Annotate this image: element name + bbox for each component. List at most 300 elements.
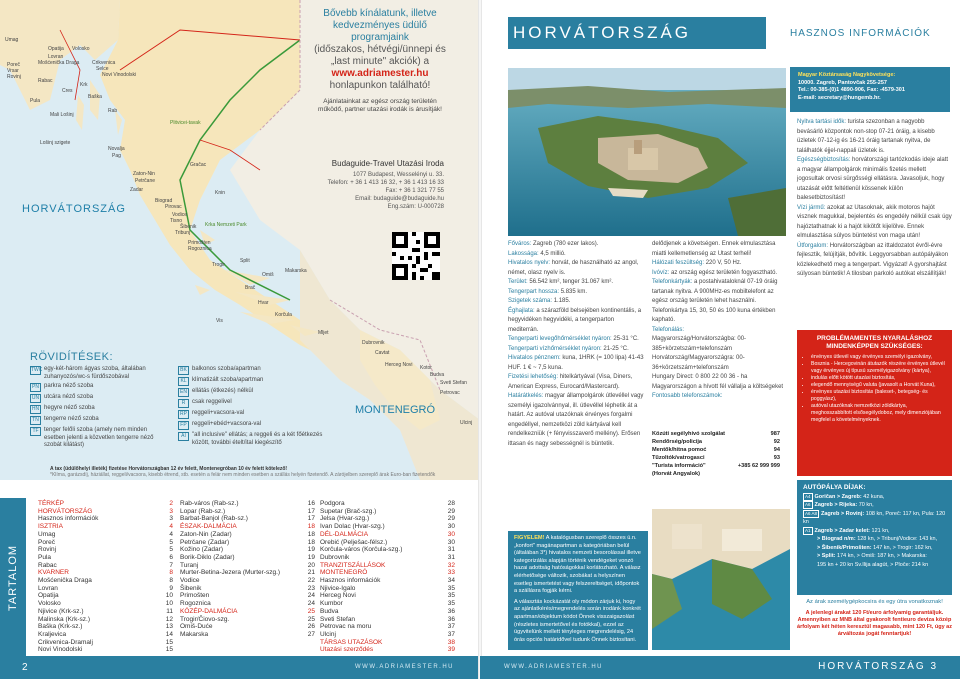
toc-entry[interactable] — [180, 531, 315, 539]
map-place: Hvar — [258, 300, 269, 306]
toc-entry[interactable] — [38, 500, 173, 508]
promo-link[interactable]: www.adriamester.hu — [331, 68, 429, 79]
toc-entry-page: 7 — [169, 561, 173, 569]
requirements-title: PROBLÉMAMENTES NYARALÁSHOZ MINDENKÉPPEN SZÜKSÉGES: — [816, 335, 933, 350]
fact-text: horvát, de használható az angol, német, olasz nyelv is. — [508, 260, 639, 276]
toc-entry[interactable] — [320, 500, 455, 508]
toc-entry[interactable] — [180, 546, 315, 554]
map-place: Umag — [5, 37, 19, 43]
toc-entry[interactable] — [180, 631, 315, 639]
toc-entry-title: Opatija — [38, 592, 59, 600]
fact-item — [652, 392, 788, 402]
map-place: Korčula — [275, 312, 292, 318]
fact-label: Tengerpart hossza: — [508, 288, 560, 295]
toc-entry-page: 29 — [447, 515, 455, 523]
toll-rows — [803, 493, 946, 570]
map-place: Rab — [108, 108, 118, 114]
toc-entry-page: 8 — [169, 569, 173, 577]
toc-entry[interactable] — [180, 577, 315, 585]
toc-entry-title: Trogir/Čiovo-szg. — [180, 615, 230, 623]
figyelem-box — [508, 531, 648, 650]
phone-row — [652, 462, 780, 470]
toc-entry-page: 15 — [165, 646, 173, 654]
toc-entry[interactable] — [320, 616, 455, 624]
abbr-item — [178, 410, 328, 419]
toc-entry-title: Zaton-Nin (Zadar) — [180, 530, 232, 538]
fact-item — [508, 345, 646, 355]
toc-entry-page: 3 — [169, 515, 173, 523]
abbr-text: parkra néző szoba — [44, 383, 94, 389]
toc-column-1 — [38, 500, 173, 654]
toc-entry[interactable] — [180, 523, 315, 531]
fact-text: Horvátország/Magyarországra: 00-36+körzetszám+telefonszám — [652, 355, 745, 371]
toc-entry-title: KÖZÉP-DALMÁCIA — [180, 607, 238, 615]
phone-row — [652, 438, 780, 446]
fact-item — [508, 307, 646, 336]
left-footer — [0, 656, 480, 679]
requirement-item: • Bosznia - Hercegovinán átutazók részére érvényes útlevél vagy érvényes új típusú személyigazolvány (kártya), — [811, 361, 946, 375]
toc-entry[interactable] — [180, 585, 315, 593]
toc-entry[interactable] — [320, 546, 455, 554]
toll-price: 128 kn, > Tribunj/Vodice: 143 kn, — [857, 536, 938, 542]
toc-entry-page: 12 — [165, 615, 173, 623]
toll-row — [803, 552, 946, 561]
map-place: Pula — [30, 98, 41, 104]
abbr-item — [178, 399, 328, 408]
toc-entry-page: 13 — [165, 623, 173, 631]
toc-entry-title: Baška (Krk-sz.) — [38, 623, 83, 631]
fact-text: turista szezonban a nagyobb bevásárló központok non-stop 07-21 óráig, a kisebb üzletek 07-12-ig és 16-21 óráig tartanak nyitva, de találhatók éjjel-nappali üzletek is. — [797, 119, 935, 154]
fact-label: Lakossága: — [508, 250, 539, 257]
toc-entry[interactable] — [320, 585, 455, 593]
toc-entry-title: Herceg Novi — [320, 592, 356, 600]
toc-entry[interactable] — [180, 562, 315, 570]
abbr-list-right — [178, 366, 328, 449]
toc-entry-page: 10 — [165, 600, 173, 608]
toc-entry[interactable] — [320, 515, 455, 523]
toc-entry[interactable] — [320, 539, 455, 547]
fact-item — [652, 326, 788, 336]
toc-entry-title: Crikvenica-Dramalj — [38, 638, 93, 646]
toc-entry-page: 15 — [165, 638, 173, 646]
toc-entry-title: Barbat-Banjol (Rab-sz.) — [180, 515, 248, 523]
map-place: Biograd — [155, 198, 173, 204]
phone-number: 94 — [773, 447, 780, 453]
toc-entry-title: Sveti Stefan — [320, 615, 356, 623]
toc-entry[interactable] — [38, 646, 173, 654]
toc-entry-page: 26 — [307, 623, 315, 631]
figyelem-text: A katalógusban szereplő összes ú.n. „konfort" magánapartman a kategóriában belül (általában 3*) hivatalos nemzeti besorolással illetve kategorizálás alapján történik vendégeket vonzó hazai adottság hatóságokkal korlátozható. A válasz elérhetősége változik, szobákat a helyszínen esetleg ismertetést vagy felszereltséget, időpontok a szállásra fogják kérni. — [514, 535, 641, 595]
fact-text: magyar állampolgárok útlevéllel vagy személyi igazolvánnyal, ill. útlevéllel léphetik át a határt. Az autóval utazóknak érvényes forgalmi engedéllyel, nemzetközi zöld kártyával kell rendelkezniük (+ fényvisszaverő mellény). Erősen ittasan és nagy sebességnél is büntetik. — [508, 393, 644, 447]
toc-entry-page: 9 — [169, 584, 173, 592]
toc-entry[interactable] — [38, 554, 173, 562]
toll-route: > Šibenik/Primošten: — [817, 544, 872, 551]
office-phone: Telefon: + 36 1 413 16 32, + 36 1 413 16 33 — [327, 180, 444, 186]
toc-entry-page: 25 — [307, 607, 315, 615]
toll-price: 42 kuna, — [863, 493, 885, 500]
exchange-note: A jelenlegi árakat 120 Ft/euro árfolyamig garantáljuk. Amennyiben az MNB által gyakorolt fentieurο deviza közép árfolyam két héten keresztül magasabb, mint 120 Ft, úgy az árváltozás jogát fenntartjuk! — [797, 610, 952, 637]
toc-entry-title: Poreč — [38, 538, 55, 546]
toc-entry-page: 30 — [447, 538, 455, 546]
toc-entry-title: Šibenik — [180, 584, 202, 592]
fact-text: kuna, 1HRK (= 100 lipa) 41-43 HUF. 1 € ~ 7,5 kuna. — [508, 355, 644, 371]
office-name: Budaguide-Travel Utazási Iroda — [331, 159, 444, 168]
map-place: Novalja — [108, 146, 125, 152]
map-place: Pirovac — [165, 204, 182, 210]
toc-entry[interactable] — [38, 569, 173, 577]
abbr-text: balkonos szoba/apartman — [192, 366, 261, 372]
toc-entry-title: Volosko — [38, 600, 61, 608]
toc-entry[interactable] — [320, 639, 455, 647]
fact-item — [508, 335, 646, 345]
map-place: Vis — [216, 318, 223, 324]
toc-entry-title: Rab-város (Rab-sz.) — [180, 500, 239, 507]
toc-entry[interactable] — [38, 592, 173, 600]
toc-entry-title: KVARNER — [38, 569, 69, 577]
fact-item — [797, 156, 952, 204]
abbr-code: KL — [178, 377, 189, 386]
toc-entry[interactable] — [320, 569, 455, 577]
toc-entry[interactable] — [320, 523, 455, 531]
fact-label: Útforgalom: — [797, 242, 829, 249]
fact-label: Tengerparti vízhőmérséklet nyáron: — [508, 345, 602, 352]
toc-entry-title: Ivan Dolac (Hvar-szg.) — [320, 523, 385, 531]
toc-entry-page: 18 — [307, 523, 315, 531]
phone-row — [652, 430, 780, 438]
toc-entry-page: 25 — [307, 615, 315, 623]
facts-column-1 — [508, 240, 646, 449]
abbr-code: FP — [178, 421, 189, 430]
facts-column-2 — [652, 240, 788, 402]
requirement-item: • érvényes utazási biztosítás (baleset-, betegség- és poggyász), — [811, 389, 946, 403]
fact-label: Hivatalos nyelv: — [508, 260, 551, 266]
toll-price: 70 kn, — [858, 502, 874, 508]
map-montenegro-label: MONTENEGRÓ — [355, 404, 436, 416]
toc-entry[interactable] — [320, 623, 455, 631]
fact-item — [508, 297, 646, 307]
fact-item — [652, 373, 788, 392]
tax-note — [50, 466, 470, 478]
toc-entry-title: Turanj — [180, 561, 199, 569]
abbr-item — [178, 421, 328, 430]
toc-entry[interactable] — [180, 515, 315, 523]
toc-entry[interactable] — [320, 554, 455, 562]
fact-text: 220 V, 50 Hz. — [705, 260, 742, 266]
toll-route: > Split: — [817, 553, 836, 559]
promo-line: (időszakos, hétvégi/ünnepi és — [314, 44, 446, 55]
office-license: Eng.szám: U-000728 — [387, 204, 444, 210]
promo-line: kedvezményes üdülő — [333, 20, 427, 31]
toll-row — [803, 527, 946, 536]
office-email: Email: budaguide@budaguide.hu — [355, 196, 444, 202]
toc-entry[interactable] — [320, 646, 455, 654]
phone-service: Tűzoltók/vatrogasci — [652, 455, 705, 461]
toc-entry-title: DÉL-DALMÁCIA — [320, 530, 369, 538]
phone-service: Mentők/hitna pomoć — [652, 447, 707, 453]
motorway-badge: A6 A8 — [805, 510, 818, 516]
toc-entry-title: Rogoznica — [180, 600, 211, 608]
toc-entry[interactable] — [38, 508, 173, 516]
map-place: Zadar — [130, 187, 144, 193]
map-place: Kotor — [420, 365, 432, 371]
fact-text: Horvátországban az ittaldozatot évről-évre fejlesztik, felújítják, bővítik. Leggyorsabban autópályákon közlekedhető meg a tengerpart. Vigyázat! A gyorshajtást súlyosan büntetik! A tilosban parkoló autókat elszállítják! — [797, 242, 949, 277]
office-fax: Fax: + 36 1 321 77 55 — [385, 188, 444, 194]
map-place: Rabac — [38, 78, 53, 84]
map-place: Split — [240, 258, 250, 264]
toc-entry[interactable] — [180, 508, 315, 516]
toc-entry-page: 33 — [447, 569, 455, 577]
toc-entry-title: ISZTRIA — [38, 523, 63, 531]
toc-entry-page: 22 — [307, 577, 315, 585]
toc-entry-title: Budva — [320, 607, 339, 615]
toc-entry[interactable] — [180, 600, 315, 608]
map-place: Omiš — [262, 272, 274, 278]
map-place: Baška — [88, 94, 102, 100]
toc-entry-page: 31 — [447, 546, 455, 554]
section-title: HASZNOS INFORMÁCIÓK — [790, 28, 931, 39]
coast-photo-graphic — [652, 509, 790, 650]
page-number: 2 — [22, 662, 28, 673]
toc-entry-title: Makarska — [180, 630, 209, 638]
toc-entry-page: 17 — [307, 515, 315, 523]
toll-price: 147 kn, > Trogir: 162 kn, — [873, 544, 933, 551]
toc-entry[interactable] — [38, 515, 173, 523]
footer-url[interactable]: WWW.ADRIAMESTER.HU — [504, 664, 603, 670]
fact-item — [652, 259, 788, 269]
requirement-item: • indulás előtt kötött utazási biztosítás, — [811, 375, 946, 382]
fact-text: a postahivataloknál 07-19 óráig tartanak nyitva. A 900MHz-es mobiltelefont az egész ország területén lehet használni. Telefonkártya 15, 30, 50 és 100 kuna értékben kapható. — [652, 279, 778, 323]
toc-entry[interactable] — [38, 623, 173, 631]
map-place: Gračac — [190, 162, 207, 168]
map-place: Mošćenička Draga — [38, 60, 80, 66]
fact-text: Hungary Direct: 0 800 22 00 36 - ha Magyarországon a hívott fél vállalja a költségeket — [652, 374, 784, 390]
toc-entry-page: 37 — [447, 623, 455, 631]
fact-item — [508, 373, 646, 392]
fact-label: Főváros: — [508, 241, 532, 247]
map-place: Vodice — [172, 212, 188, 218]
fact-item — [797, 204, 952, 242]
toc-entry-title: TÉRKÉP — [38, 500, 65, 507]
toc-entry-page: 10 — [165, 592, 173, 600]
fact-text: 25-31 °C. — [613, 336, 639, 342]
toc-entry[interactable] — [180, 608, 315, 616]
requirement-item: • autóval utazóknak nemzetközi zöldkártya, meghosszabbított elsősegélydoboz, mely dimenziójában megfelel a követelményeknek. — [811, 403, 946, 424]
abbr-code: HN — [31, 406, 40, 412]
toc-entry-page: 35 — [447, 592, 455, 600]
promo-small: Ajánlatainkat az egész ország területén — [323, 98, 437, 105]
toc-entry-title: MONTENEGRÓ — [320, 569, 368, 577]
toc-entry-page: 35 — [447, 600, 455, 608]
promo-line: Bővebb kínálatunk, illetve — [323, 8, 437, 19]
requirements-list — [803, 354, 946, 424]
toc-entry[interactable] — [320, 592, 455, 600]
toc-entry[interactable] — [180, 539, 315, 547]
map-place: Primošten — [188, 240, 211, 246]
toc-entry-title: Vodice — [180, 577, 200, 585]
abbr-item — [30, 427, 160, 450]
fact-item — [652, 269, 788, 279]
tax-note-bold: A tax (üdülőhelyi illeték) fizetése Horvátországban 12 év felett, Montenegróban 10 év felett kötelező! — [50, 466, 288, 472]
abbr-item — [178, 388, 328, 397]
phone-row — [652, 470, 780, 478]
toc-entry-page: 18 — [307, 530, 315, 538]
toc-entry[interactable] — [180, 569, 315, 577]
map-place: Rogoznica — [188, 246, 212, 252]
map-place: Novi Vinodolski — [102, 72, 137, 78]
toc-entry[interactable] — [38, 616, 173, 624]
map-place: Sveti Stefan — [440, 380, 467, 386]
toc-entry-title: Murter-Betina-Jezera (Murter-szg.) — [180, 569, 281, 577]
fact-label: Hivatalos pénznem: — [508, 355, 561, 361]
aerial-photo-graphic — [508, 68, 786, 236]
toc-entry[interactable] — [180, 623, 315, 631]
fact-text: 5.835 km. — [560, 288, 588, 295]
toc-entry[interactable] — [38, 523, 173, 531]
phone-number: 92 — [773, 439, 780, 445]
toc-entry-page: 4 — [169, 523, 173, 531]
toc-entry[interactable] — [180, 616, 315, 624]
toc-entry-page: 21 — [307, 569, 315, 577]
toc-entry-title: Petrovac na moru — [320, 623, 372, 631]
toc-entry[interactable] — [180, 500, 315, 508]
abbr-item — [30, 405, 160, 414]
fact-text: hitelkártyával (Visa, Diners, American Express, Eurocard/Mastercard). — [508, 374, 633, 390]
fact-item — [652, 240, 788, 259]
footer-url[interactable]: WWW.ADRIAMESTER.HU — [355, 664, 454, 670]
abbr-code: R — [178, 399, 189, 408]
toc-entry[interactable] — [180, 554, 315, 562]
map-place: Trogir — [212, 262, 225, 268]
fact-item — [652, 278, 788, 326]
toc-entry-title: Omiš-Duće — [180, 623, 213, 631]
toc-column-3 — [320, 500, 455, 654]
map-place: Mljet — [318, 330, 329, 336]
fact-text: 4,5 millió. — [540, 250, 566, 257]
toc-entry[interactable] — [320, 608, 455, 616]
toc-entry[interactable] — [320, 577, 455, 585]
fact-label: Fontosabb telefonszámok: — [652, 393, 723, 399]
toc-entry-page: 30 — [447, 523, 455, 531]
toc-entry[interactable] — [38, 600, 173, 608]
phone-row — [652, 454, 780, 462]
toc-entry[interactable] — [180, 592, 315, 600]
toll-row — [803, 501, 946, 510]
toll-route: Zagreb > Rijeka: — [814, 502, 858, 508]
toc-entry-page: 37 — [447, 630, 455, 638]
abbr-text: tengerre néző szoba — [44, 416, 99, 422]
abbr-code: BK — [178, 366, 189, 375]
figyelem-title: FIGYELEM! — [514, 535, 545, 541]
toc-entry-title: Hasznos információk — [320, 577, 381, 585]
toc-entry-page: 3 — [169, 507, 173, 515]
abbr-item — [30, 394, 160, 403]
map-place: Ulcinj — [460, 420, 473, 426]
map-place: Pag — [112, 153, 121, 159]
abbr-item — [30, 366, 160, 381]
map-place: Budva — [430, 372, 445, 378]
toc-entry[interactable] — [38, 562, 173, 570]
toc-entry-page: 4 — [169, 530, 173, 538]
toc-entry-title: Podgora — [320, 500, 345, 507]
toc-entry-page: 23 — [307, 584, 315, 592]
toll-row — [803, 510, 946, 527]
toc-entry-page: 36 — [447, 615, 455, 623]
toc-entry[interactable] — [320, 531, 455, 539]
toc-entry[interactable] — [38, 539, 173, 547]
toc-entry-page: 16 — [307, 500, 315, 507]
toc-entry[interactable] — [320, 600, 455, 608]
toc-entry-page: 27 — [307, 630, 315, 638]
fact-label: Telefonálás: — [652, 326, 685, 333]
toc-entry[interactable] — [320, 631, 455, 639]
toll-title: AUTÓPÁLYA DÍJAK: — [803, 484, 866, 491]
toc-column-2 — [180, 500, 315, 639]
toll-price: 195 kn + 20 kn Sv.Ilija alagút, > Ploče: 214 kn — [817, 561, 929, 568]
abbr-item — [30, 416, 160, 425]
toc-entry[interactable] — [38, 608, 173, 616]
motorway-badge: A1 — [805, 527, 811, 533]
fact-text: a szárazföld belsejében kontinentális, a hegyvidéken hegyvidéki, a tengerparton mediterrán. — [508, 307, 642, 333]
fact-text: Magyarország/Horvátországba: 00-385+körzetszám+telefonszám — [652, 336, 747, 352]
toc-entry-page: 19 — [307, 546, 315, 554]
map-place: Volosko — [72, 46, 90, 52]
fact-text: az ország egész területén fogyasztható. — [671, 269, 778, 276]
toc-entry[interactable] — [320, 508, 455, 516]
fact-item — [508, 240, 646, 250]
toc-entry-title: Mošćenička Draga — [38, 577, 92, 585]
toc-entry[interactable] — [38, 639, 173, 647]
page-title: HORVÁTORSZÁG — [508, 17, 766, 49]
embassy-address: 10000. Zagreb, Pantovčak 255-257 — [798, 79, 887, 86]
toc-entry[interactable] — [38, 577, 173, 585]
fact-label: Vízi jármű: — [797, 204, 826, 211]
embassy-title: Magyar Köztársaság Nagykövetsége: — [798, 72, 896, 78]
toc-entry[interactable] — [38, 631, 173, 639]
toc-entry[interactable] — [38, 531, 173, 539]
fact-label: Fizetési lehetőség: — [508, 374, 559, 380]
abbr-text: "all inclusive" ellátás; a reggeli és a két főétkezés között, további ételt/ital kiegészítő — [192, 432, 323, 446]
toc-entry[interactable] — [38, 585, 173, 593]
toc-entry-title: Hasznos információk — [38, 515, 99, 523]
toc-entry[interactable] — [38, 546, 173, 554]
promo-line: honlapunkon található! — [329, 80, 431, 91]
map-place: Krk — [80, 82, 88, 88]
abbr-text: tenger felőli szoba (amely nem minden esetben jelenti a közvetlen tengerre néző szobát kilátást) — [44, 427, 154, 448]
toll-row — [803, 561, 946, 570]
phone-service: "Turista információ" — [652, 463, 706, 469]
toc-entry-title: Supetar (Brač-szg.) — [320, 507, 377, 515]
abbr-text: reggeli+vacsora-val — [192, 410, 245, 416]
abbr-text: reggeli+ebéd+vacsora-val — [192, 421, 262, 427]
facts-column-3 — [797, 118, 952, 280]
promo-line: programjaink — [351, 32, 409, 43]
toc-entry-title: Petrčane (Zadar) — [180, 538, 230, 546]
abbr-text: utcára néző szoba — [44, 394, 94, 400]
toc-entry-page: 14 — [165, 630, 173, 638]
toc-entry-page: 8 — [169, 577, 173, 585]
toll-price: 108 kn, Poreč: 117 kn, Pula: 120 kn — [803, 510, 946, 525]
phone-table — [652, 430, 780, 478]
toc-entry-title: Lovran — [38, 584, 58, 592]
abbr-code: PN — [30, 383, 41, 392]
toc-entry-title: Primošten — [180, 592, 210, 600]
toc-entry-page: 24 — [307, 592, 315, 600]
fact-item — [508, 354, 646, 373]
map-place: Plitvicei-tavak — [170, 120, 201, 126]
fact-item — [508, 259, 646, 278]
requirement-item: • elegendő mennyiségű valuta (javasolt a Horvát Kuna), — [811, 382, 946, 389]
toc-entry-page: 24 — [307, 600, 315, 608]
